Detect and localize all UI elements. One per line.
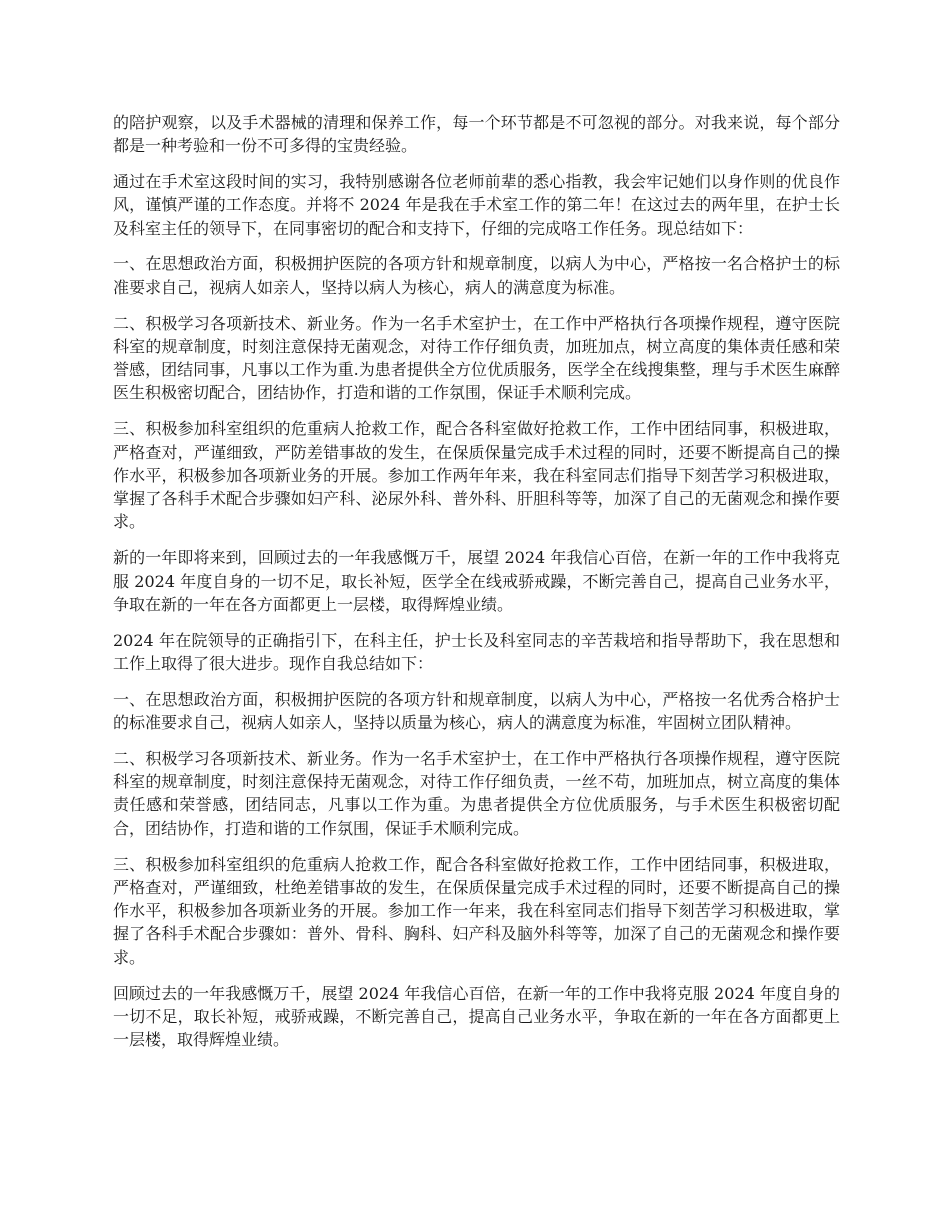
paragraph-10: 三、积极参加科室组织的危重病人抢救工作，配合各科室做好抢救工作，工作中团结同事，积极进取，严格查对，严谨细致，杜绝差错事故的发生，在保质保量完成手术过程的同时，还要不断提高自己的操作水平，积极参加各项新业务的开展。参加工作一年来，我在科室同志们指导下刻苦学习积极进取，掌握了各科手术配合步骤如：普外、骨科、胸科、妇产科及脑外科等等，加深了自己的无菌观念和操作要求。 — [113, 854, 840, 967]
paragraph-1: 的陪护观察，以及手术器械的清理和保养工作，每一个环节都是不可忽视的部分。对我来说，每个部分都是一种考验和一份不可多得的宝贵经验。 — [113, 113, 840, 156]
paragraph-9: 二、积极学习各项新技术、新业务。作为一名手术室护士，在工作中严格执行各项操作规程，遵守医院科室的规章制度，时刻注意保持无菌观念，对待工作仔细负责，一丝不苟，加班加点，树立高度的集体责任感和荣誉感，团结同志，凡事以工作为重。为患者提供全方位优质服务，与手术医生积极密切配合，团结协作，打造和谐的工作氛围，保证手术顺利完成。 — [113, 748, 840, 838]
paragraph-7: 2024 年在院领导的正确指引下，在科主任，护士长及科室同志的辛苦栽培和指导帮助下，我在思想和工作上取得了很大进步。现作自我总结如下： — [113, 630, 840, 673]
paragraph-6: 新的一年即将来到，回顾过去的一年我感慨万千，展望 2024 年我信心百倍，在新一年的工作中我将克服 2024 年度自身的一切不足，取长补短，医学全在线戒骄戒躁，不断完善自己，提高自己业务水平，争取在新的一年在各方面都更上一层楼，取得辉煌业绩。 — [113, 548, 840, 614]
paragraph-8: 一、在思想政治方面，积极拥护医院的各项方针和规章制度，以病人为中心，严格按一名优秀合格护士的标准要求自己，视病人如亲人，坚持以质量为核心，病人的满意度为标准，牢固树立团队精神。 — [113, 689, 840, 733]
paragraph-11: 回顾过去的一年我感慨万千，展望 2024 年我信心百倍，在新一年的工作中我将克服 2024 年度自身的一切不足，取长补短，戒骄戒躁，不断完善自己，提高自己业务水平，争取在新的一年在各方面都更上一层楼，取得辉煌业绩。 — [113, 983, 840, 1050]
paragraph-2: 通过在手术室这段时间的实习，我特别感谢各位老师前辈的悉心指教，我会牢记她们以身作则的优良作风，谨慎严谨的工作态度。并将不 2024 年是我在手术室工作的第二年！在这过去的两年里，在护士长及科室主任的领导下，在同事密切的配合和支持下，仔细的完成咯工作任务。现总结如下： — [113, 172, 840, 238]
document-body — [113, 111, 840, 1064]
paragraph-3: 一、在思想政治方面，积极拥护医院的各项方针和规章制度，以病人为中心，严格按一名合格护士的标准要求自己，视病人如亲人，坚持以病人为核心，病人的满意度为标准。 — [113, 254, 840, 297]
paragraph-5: 三、积极参加科室组织的危重病人抢救工作，配合各科室做好抢救工作，工作中团结同事，积极进取，严格查对，严谨细致，严防差错事故的发生，在保质保量完成手术过程的同时，还要不断提高自己的操作水平，积极参加各项新业务的开展。参加工作两年年来，我在科室同志们指导下刻苦学习积极进取，掌握了各科手术配合步骤如妇产科、泌尿外科、普外科、肝胆科等等，加深了自己的无菌观念和操作要求。 — [113, 419, 840, 532]
paragraph-4: 二、积极学习各项新技术、新业务。作为一名手术室护士，在工作中严格执行各项操作规程，遵守医院科室的规章制度，时刻注意保持无菌观念，对待工作仔细负责，加班加点，树立高度的集体责任感和荣誉感，团结同事，凡事以工作为重.为患者提供全方位优质服务，医学全在线搜集整，理与手术医生麻醉医生积极密切配合，团结协作，打造和谐的工作氛围，保证手术顺利完成。 — [113, 313, 840, 403]
